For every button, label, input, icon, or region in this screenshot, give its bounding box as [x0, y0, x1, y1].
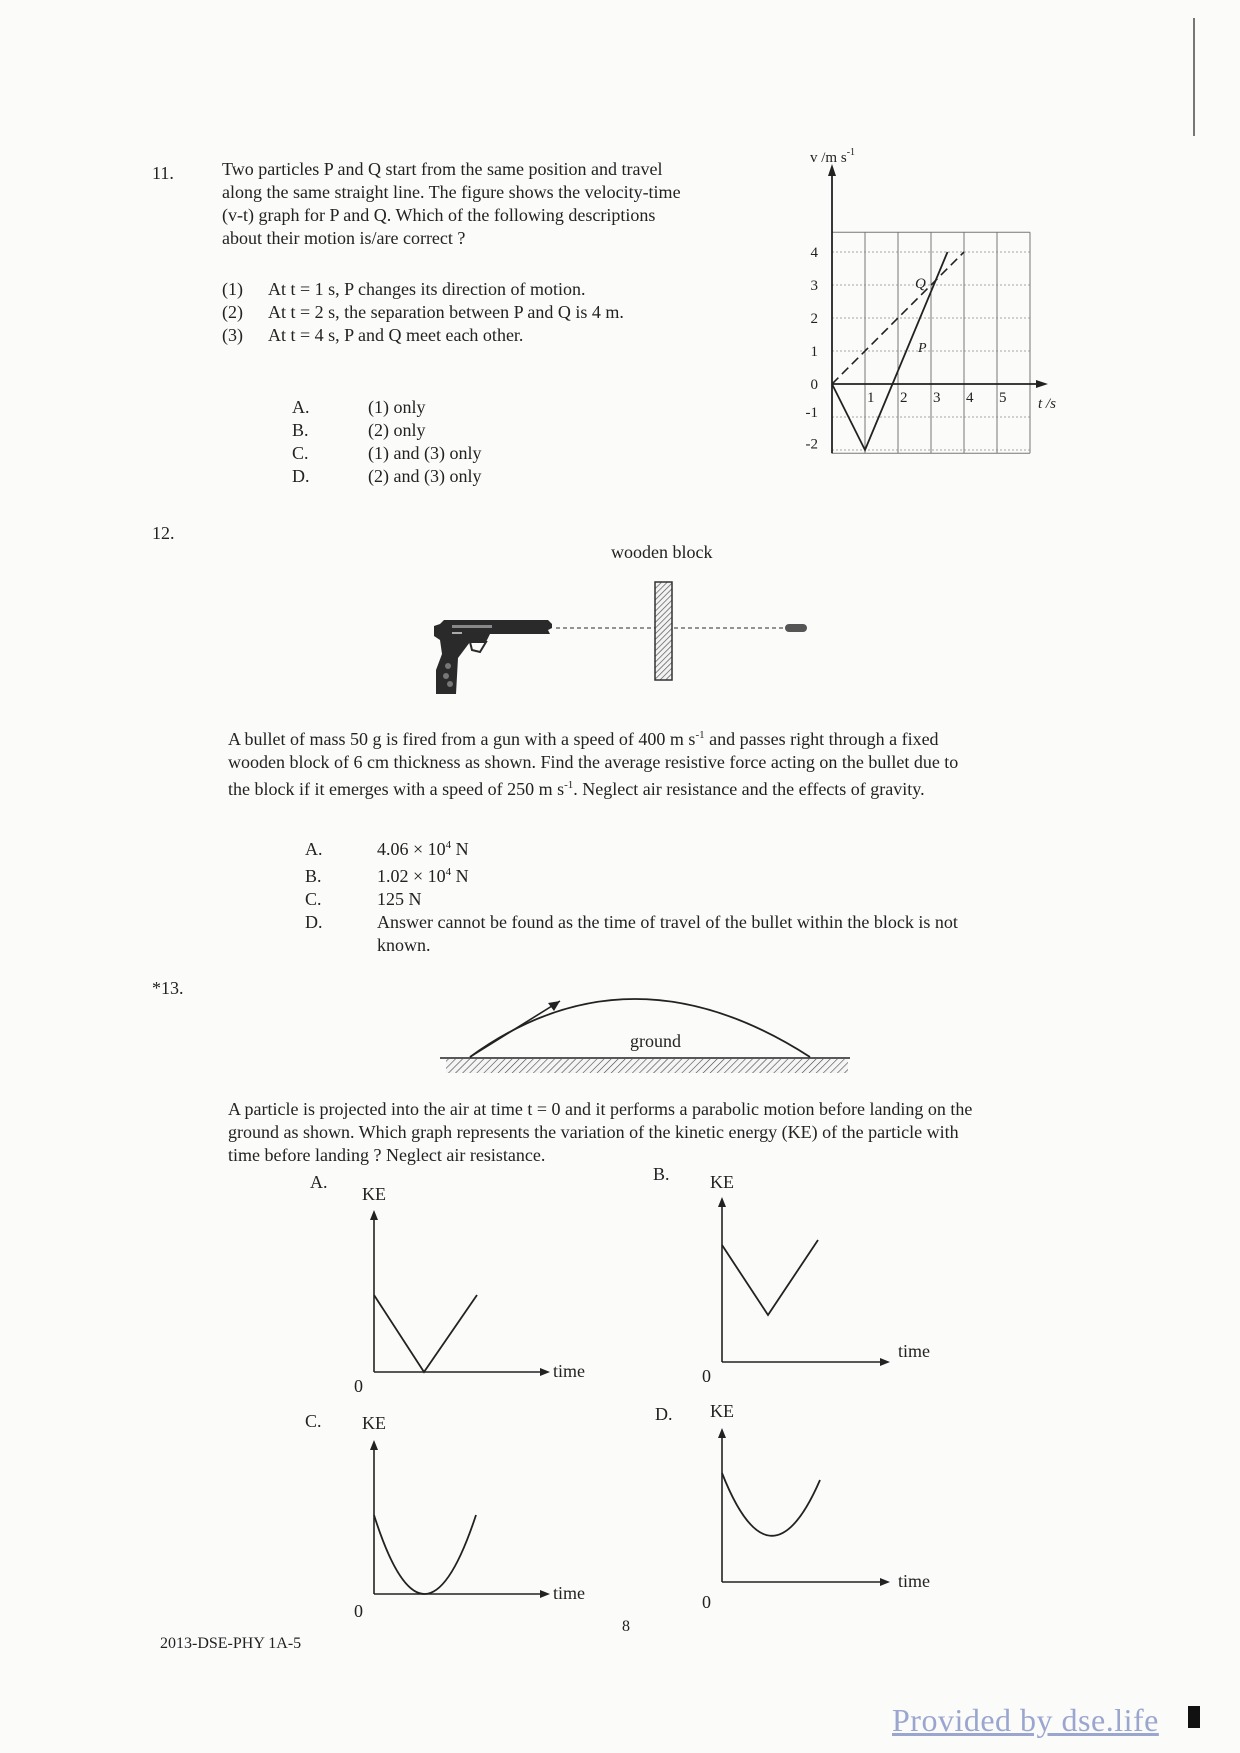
x-tick-label: 3: [933, 390, 941, 406]
time-axis-label: time: [898, 1571, 930, 1591]
option-letter: C.: [292, 443, 309, 463]
arrowhead-icon: [540, 1368, 550, 1376]
y-tick-label: -1: [805, 405, 818, 422]
option-letter: A.: [305, 839, 323, 859]
option-text: 125 N: [377, 889, 422, 909]
option-letter: B.: [292, 420, 309, 440]
page-number: 8: [622, 1618, 630, 1635]
option-letter: C.: [305, 1411, 322, 1431]
origin-label: 0: [354, 1376, 363, 1395]
y-tick-label: -2: [805, 436, 818, 453]
wooden-block: [655, 582, 672, 680]
q11-number: 11.: [152, 163, 174, 183]
q11-stem-line: about their motion is/are correct ?: [222, 228, 466, 248]
q12-number: 12.: [152, 523, 175, 543]
watermark-link[interactable]: Provided by dse.life: [892, 1702, 1159, 1738]
y-tick-label: 2: [810, 311, 818, 327]
option-c[interactable]: [305, 888, 1105, 911]
option-d-continued: known.: [377, 935, 431, 955]
arrowhead-icon: [880, 1358, 890, 1366]
time-axis-label: time: [898, 1341, 930, 1361]
option-letter: C.: [305, 889, 322, 909]
option-letter: A.: [292, 397, 310, 417]
statement-text: At t = 2 s, the separation between P and Q is 4 m.: [268, 302, 624, 322]
option-text: (1) and (3) only: [368, 443, 482, 463]
option-text: Answer cannot be found as the time of travel of the bullet within the block is not: [377, 912, 958, 932]
q13-stem-line: time before landing ? Neglect air resistance.: [228, 1145, 546, 1165]
option-text: (1) only: [368, 397, 426, 417]
ke-curve: [374, 1295, 477, 1372]
q11-statements: [222, 278, 624, 347]
statement-2: [222, 301, 624, 324]
q11-stem-line: Two particles P and Q start from the same position and travel: [222, 159, 663, 179]
launch-velocity-arrow: [470, 1001, 560, 1057]
q12-stem-line: A bullet of mass 50 g is fired from a gun with a speed of 400 m $s^{-1}$ and passes right through a fixed: [228, 729, 939, 749]
ground-label: ground: [630, 1031, 681, 1051]
corner-mark: [1188, 1706, 1200, 1728]
ke-axis-label: KE: [710, 1172, 734, 1192]
arrowhead-icon: [370, 1440, 378, 1450]
q11-options: [292, 396, 481, 488]
option-letter: A.: [310, 1172, 328, 1192]
q12-stem: [228, 724, 1098, 801]
option-letter: B.: [653, 1164, 670, 1184]
vt-y-axis-label: v /m $s^{-1}$: [810, 147, 856, 166]
bullet-icon: [785, 624, 807, 632]
scan-edge-line: [1193, 18, 1195, 136]
arrowhead-icon: [718, 1197, 726, 1207]
statement-3: [222, 324, 624, 347]
ke-graph-c[interactable]: [300, 1405, 630, 1630]
time-axis-label: time: [553, 1361, 585, 1381]
ke-curve: [374, 1515, 476, 1594]
statement-text: At t = 4 s, P and Q meet each other.: [268, 325, 524, 345]
y-tick-label: 1: [810, 344, 818, 360]
option-letter: B.: [305, 866, 322, 886]
y-tick-label: 0: [810, 377, 818, 393]
x-tick-label: 5: [999, 390, 1007, 406]
time-axis-label: time: [553, 1583, 585, 1603]
option-b[interactable]: B. $1.02 \times 10^4$ N: [305, 866, 469, 886]
arrowhead-icon: [880, 1578, 890, 1586]
y-tick-label: 4: [810, 245, 818, 261]
ground-hatching: [446, 1059, 848, 1073]
option-a[interactable]: [292, 396, 481, 419]
vt-axes: [828, 164, 1048, 453]
vt-x-axis-label: t /s: [1038, 396, 1056, 412]
arrowhead-icon: [1036, 380, 1048, 388]
ke-graph-b[interactable]: [650, 1160, 980, 1385]
q12-figure-label: wooden block: [611, 542, 713, 562]
x-tick-label: 1: [867, 390, 875, 406]
vt-label-p: P: [918, 341, 927, 356]
q12-options: [305, 834, 1105, 957]
q11-stem-line: (v-t) graph for P and Q. Which of the following descriptions: [222, 205, 656, 225]
vt-tick-labels: [806, 245, 1007, 452]
ke-curve: [722, 1240, 818, 1315]
option-letter: D.: [292, 466, 310, 486]
q11-vt-graph: [790, 140, 1100, 485]
y-tick-label: 3: [810, 278, 818, 294]
q13-number: *13.: [152, 978, 184, 998]
q12-gun-block-figure: [430, 570, 830, 700]
q13-trajectory-figure: [440, 975, 860, 1085]
option-d[interactable]: [292, 465, 481, 488]
gun-icon: [434, 620, 552, 694]
ke-curve: [722, 1473, 820, 1536]
origin-label: 0: [702, 1366, 711, 1385]
statement-text: At t = 1 s, P changes its direction of motion.: [268, 279, 586, 299]
statement-num: (1): [222, 279, 243, 299]
arrowhead-icon: [718, 1428, 726, 1438]
ke-axis-label: KE: [362, 1184, 386, 1204]
arrowhead-icon: [370, 1210, 378, 1220]
ke-graph-a[interactable]: [300, 1170, 630, 1395]
ke-axis-label: KE: [362, 1413, 386, 1433]
arrowhead-icon: [540, 1590, 550, 1598]
vt-grid: [832, 232, 1030, 453]
origin-label: 0: [702, 1592, 711, 1612]
statement-num: (2): [222, 302, 243, 322]
option-text: (2) and (3) only: [368, 466, 482, 486]
q13-stem-line: ground as shown. Which graph represents the variation of the kinetic energy (KE) of the particle with: [228, 1122, 959, 1142]
ke-graph-d[interactable]: [650, 1395, 980, 1620]
statement-num: (3): [222, 325, 243, 345]
option-letter: D.: [655, 1404, 673, 1424]
arrowhead-icon: [548, 1001, 560, 1011]
origin-label: 0: [354, 1601, 363, 1621]
x-tick-label: 4: [966, 390, 974, 406]
option-b[interactable]: [292, 419, 481, 442]
q11-stem: [222, 158, 782, 250]
option-c[interactable]: [292, 442, 481, 465]
q13-stem-line: A particle is projected into the air at time t = 0 and it performs a parabolic motion before landing on the: [228, 1099, 973, 1119]
exam-code: 2013-DSE-PHY 1A-5: [160, 1635, 302, 1652]
option-letter: D.: [305, 912, 323, 932]
q13-stem: [228, 1098, 1098, 1167]
vt-label-q: Q: [915, 276, 926, 292]
q11-stem-line: along the same straight line. The figure shows the velocity-time: [222, 182, 681, 202]
option-text: (2) only: [368, 420, 426, 440]
statement-1: [222, 278, 624, 301]
q12-stem-line: wooden block of 6 cm thickness as shown. Find the average resistive force acting on the bullet due to: [228, 752, 959, 772]
option-a[interactable]: A. $4.06 \times 10^4$ N: [305, 839, 469, 859]
x-tick-label: 2: [900, 390, 908, 406]
ke-axis-label: KE: [710, 1401, 734, 1421]
q12-stem-line: the block if it emerges with a speed of 250 m $s^{-1}$. Neglect air resistance and the effects of gravity.: [228, 779, 925, 799]
option-d[interactable]: [305, 911, 1105, 934]
